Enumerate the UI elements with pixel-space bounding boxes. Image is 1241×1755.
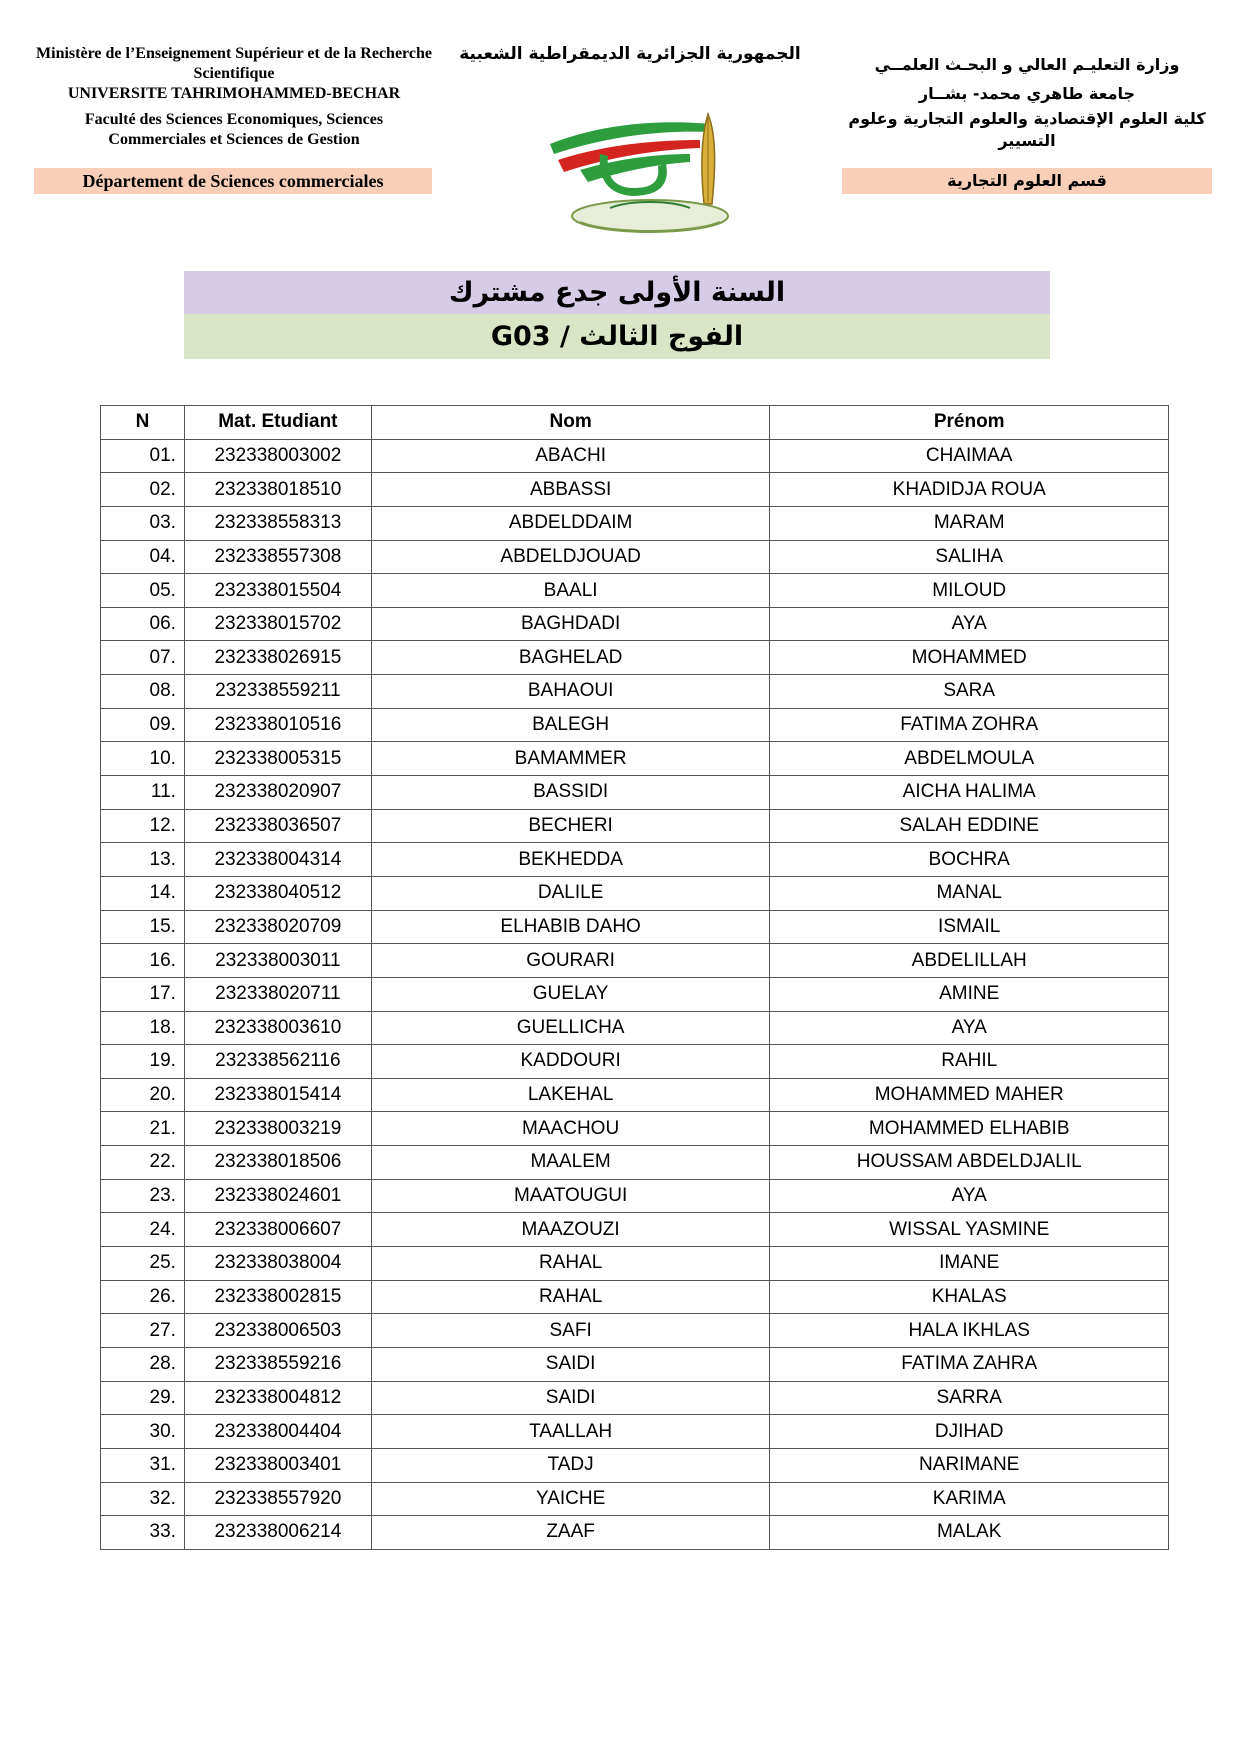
cell-number: 05.: [101, 574, 185, 608]
cell-prenom: MANAL: [770, 876, 1169, 910]
cell-nom: SAFI: [371, 1314, 770, 1348]
table-row: [101, 843, 1169, 877]
cell-prenom: FATIMA ZAHRA: [770, 1347, 1169, 1381]
table-row: [101, 1045, 1169, 1079]
cell-nom: LAKEHAL: [371, 1078, 770, 1112]
cell-matricule: 232338026915: [184, 641, 371, 675]
cell-prenom: AYA: [770, 607, 1169, 641]
cell-matricule: 232338018510: [184, 473, 371, 507]
document-title: [184, 271, 1050, 359]
cell-matricule: 232338003401: [184, 1448, 371, 1482]
cell-number: 17.: [101, 977, 185, 1011]
cell-number: 09.: [101, 708, 185, 742]
table-row: [101, 1213, 1169, 1247]
table-header-row: [101, 406, 1169, 440]
cell-prenom: SARA: [770, 675, 1169, 709]
table-row: [101, 944, 1169, 978]
cell-number: 14.: [101, 876, 185, 910]
cell-nom: RAHAL: [371, 1247, 770, 1281]
table-row: [101, 1314, 1169, 1348]
cell-nom: DALILE: [371, 876, 770, 910]
header-french: [36, 44, 432, 150]
cell-prenom: MOHAMMED: [770, 641, 1169, 675]
cell-nom: MAALEM: [371, 1146, 770, 1180]
cell-number: 06.: [101, 607, 185, 641]
cell-number: 25.: [101, 1247, 185, 1281]
cell-prenom: ABDELMOULA: [770, 742, 1169, 776]
cell-number: 04.: [101, 540, 185, 574]
cell-nom: BECHERI: [371, 809, 770, 843]
cell-nom: SAIDI: [371, 1347, 770, 1381]
table-row: [101, 1078, 1169, 1112]
cell-number: 16.: [101, 944, 185, 978]
table-body: [101, 439, 1169, 1549]
table-row: [101, 742, 1169, 776]
cell-number: 13.: [101, 843, 185, 877]
cell-matricule: 232338003610: [184, 1011, 371, 1045]
cell-nom: ABDELDJOUAD: [371, 540, 770, 574]
column-header-mat: Mat. Etudiant: [184, 406, 371, 440]
cell-prenom: RAHIL: [770, 1045, 1169, 1079]
cell-prenom: CHAIMAA: [770, 439, 1169, 473]
table-row: [101, 1179, 1169, 1213]
cell-matricule: 232338015504: [184, 574, 371, 608]
faculty-name-ar: كلية العلوم الإقتصادية والعلوم التجارية وعلوم التسيير: [848, 109, 1206, 150]
cell-number: 27.: [101, 1314, 185, 1348]
table-row: [101, 977, 1169, 1011]
cell-prenom: AYA: [770, 1011, 1169, 1045]
table-row: [101, 1381, 1169, 1415]
table-row: [101, 876, 1169, 910]
cell-matricule: 232338040512: [184, 876, 371, 910]
cell-matricule: 232338003219: [184, 1112, 371, 1146]
cell-prenom: KARIMA: [770, 1482, 1169, 1516]
cell-matricule: 232338015414: [184, 1078, 371, 1112]
cell-nom: BAGHDADI: [371, 607, 770, 641]
cell-nom: GUELLICHA: [371, 1011, 770, 1045]
column-header-prenom: Prénom: [770, 406, 1169, 440]
cell-prenom: SALAH EDDINE: [770, 809, 1169, 843]
table-row: [101, 540, 1169, 574]
title-group: الفوج الثالث / G03: [184, 314, 1050, 359]
cell-number: 18.: [101, 1011, 185, 1045]
table-row: [101, 776, 1169, 810]
cell-prenom: WISSAL YASMINE: [770, 1213, 1169, 1247]
cell-matricule: 232338006607: [184, 1213, 371, 1247]
cell-number: 23.: [101, 1179, 185, 1213]
cell-number: 22.: [101, 1146, 185, 1180]
cell-number: 03.: [101, 506, 185, 540]
cell-nom: ABDELDDAIM: [371, 506, 770, 540]
cell-number: 21.: [101, 1112, 185, 1146]
cell-prenom: MALAK: [770, 1516, 1169, 1550]
table-row: [101, 574, 1169, 608]
cell-prenom: ABDELILLAH: [770, 944, 1169, 978]
cell-nom: ELHABIB DAHO: [371, 910, 770, 944]
table-row: [101, 1415, 1169, 1449]
cell-matricule: 232338004314: [184, 843, 371, 877]
table-row: [101, 1112, 1169, 1146]
cell-nom: MAAZOUZI: [371, 1213, 770, 1247]
cell-matricule: 232338559211: [184, 675, 371, 709]
cell-prenom: AYA: [770, 1179, 1169, 1213]
cell-matricule: 232338005315: [184, 742, 371, 776]
cell-prenom: IMANE: [770, 1247, 1169, 1281]
cell-matricule: 232338557920: [184, 1482, 371, 1516]
cell-number: 15.: [101, 910, 185, 944]
cell-number: 24.: [101, 1213, 185, 1247]
cell-nom: BAGHELAD: [371, 641, 770, 675]
cell-nom: BASSIDI: [371, 776, 770, 810]
cell-matricule: 232338002815: [184, 1280, 371, 1314]
table-row: [101, 641, 1169, 675]
table-row: [101, 1448, 1169, 1482]
table-row: [101, 1516, 1169, 1550]
cell-nom: YAICHE: [371, 1482, 770, 1516]
cell-number: 33.: [101, 1516, 185, 1550]
cell-matricule: 232338006503: [184, 1314, 371, 1348]
table-row: [101, 473, 1169, 507]
cell-matricule: 232338003002: [184, 439, 371, 473]
cell-number: 31.: [101, 1448, 185, 1482]
cell-matricule: 232338024601: [184, 1179, 371, 1213]
column-header-nom: Nom: [371, 406, 770, 440]
cell-matricule: 232338003011: [184, 944, 371, 978]
cell-nom: SAIDI: [371, 1381, 770, 1415]
cell-matricule: 232338557308: [184, 540, 371, 574]
table-row: [101, 1146, 1169, 1180]
cell-nom: MAACHOU: [371, 1112, 770, 1146]
header-arabic: [842, 50, 1212, 152]
cell-prenom: MILOUD: [770, 574, 1169, 608]
cell-matricule: 232338015702: [184, 607, 371, 641]
cell-nom: GOURARI: [371, 944, 770, 978]
cell-matricule: 232338020709: [184, 910, 371, 944]
cell-nom: BALEGH: [371, 708, 770, 742]
ministry-name-fr: Ministère de l’Enseignement Supérieur et de la Recherche Scientifique: [36, 45, 432, 82]
cell-nom: GUELAY: [371, 977, 770, 1011]
cell-matricule: 232338558313: [184, 506, 371, 540]
table-row: [101, 439, 1169, 473]
cell-number: 10.: [101, 742, 185, 776]
department-name-fr: Département de Sciences commerciales: [34, 168, 432, 194]
table-row: [101, 1280, 1169, 1314]
university-name-fr: UNIVERSITE TAHRIMOHAMMED-BECHAR: [67, 85, 401, 102]
column-header-n: N: [101, 406, 185, 440]
cell-prenom: SALIHA: [770, 540, 1169, 574]
university-name-ar: جامعة طاهري محمد- بشــار: [918, 84, 1136, 103]
title-year: السنة الأولى جدع مشترك: [184, 271, 1050, 314]
cell-number: 30.: [101, 1415, 185, 1449]
cell-prenom: ISMAIL: [770, 910, 1169, 944]
cell-nom: RAHAL: [371, 1280, 770, 1314]
cell-prenom: KHALAS: [770, 1280, 1169, 1314]
cell-matricule: 232338559216: [184, 1347, 371, 1381]
cell-matricule: 232338004404: [184, 1415, 371, 1449]
republic-name: الجمهورية الجزائرية الديمقراطية الشعبية: [459, 44, 801, 64]
cell-number: 19.: [101, 1045, 185, 1079]
table-row: [101, 809, 1169, 843]
cell-matricule: 232338006214: [184, 1516, 371, 1550]
table-row: [101, 910, 1169, 944]
cell-matricule: 232338562116: [184, 1045, 371, 1079]
cell-prenom: HOUSSAM ABDELDJALIL: [770, 1146, 1169, 1180]
table-row: [101, 708, 1169, 742]
cell-number: 32.: [101, 1482, 185, 1516]
cell-number: 26.: [101, 1280, 185, 1314]
cell-number: 28.: [101, 1347, 185, 1381]
cell-prenom: HALA IKHLAS: [770, 1314, 1169, 1348]
cell-prenom: KHADIDJA ROUA: [770, 473, 1169, 507]
cell-nom: ABBASSI: [371, 473, 770, 507]
ministry-name-ar: وزارة التعليـم العالي و البحـث العلمــي: [874, 55, 1180, 74]
cell-nom: KADDOURI: [371, 1045, 770, 1079]
cell-nom: TAALLAH: [371, 1415, 770, 1449]
cell-nom: BAMAMMER: [371, 742, 770, 776]
cell-prenom: AMINE: [770, 977, 1169, 1011]
cell-nom: ABACHI: [371, 439, 770, 473]
cell-prenom: MARAM: [770, 506, 1169, 540]
cell-prenom: FATIMA ZOHRA: [770, 708, 1169, 742]
cell-matricule: 232338004812: [184, 1381, 371, 1415]
student-roster-table: [100, 405, 1169, 1550]
cell-nom: BAALI: [371, 574, 770, 608]
cell-number: 11.: [101, 776, 185, 810]
cell-matricule: 232338036507: [184, 809, 371, 843]
cell-prenom: MOHAMMED MAHER: [770, 1078, 1169, 1112]
cell-number: 29.: [101, 1381, 185, 1415]
table-row: [101, 1347, 1169, 1381]
cell-number: 02.: [101, 473, 185, 507]
cell-number: 07.: [101, 641, 185, 675]
table-row: [101, 1482, 1169, 1516]
cell-prenom: NARIMANE: [770, 1448, 1169, 1482]
cell-nom: BAHAOUI: [371, 675, 770, 709]
cell-number: 12.: [101, 809, 185, 843]
table-row: [101, 506, 1169, 540]
table-row: [101, 1011, 1169, 1045]
cell-nom: MAATOUGUI: [371, 1179, 770, 1213]
cell-number: 01.: [101, 439, 185, 473]
cell-prenom: SARRA: [770, 1381, 1169, 1415]
cell-prenom: AICHA HALIMA: [770, 776, 1169, 810]
table-row: [101, 1247, 1169, 1281]
cell-matricule: 232338038004: [184, 1247, 371, 1281]
cell-number: 20.: [101, 1078, 185, 1112]
cell-nom: BEKHEDDA: [371, 843, 770, 877]
cell-prenom: BOCHRA: [770, 843, 1169, 877]
cell-prenom: MOHAMMED ELHABIB: [770, 1112, 1169, 1146]
cell-prenom: DJIHAD: [770, 1415, 1169, 1449]
cell-nom: ZAAF: [371, 1516, 770, 1550]
table-row: [101, 675, 1169, 709]
cell-nom: TADJ: [371, 1448, 770, 1482]
faculty-name-fr: Faculté des Sciences Economiques, Sciences Commerciales et Sciences de Gestion: [84, 111, 384, 148]
cell-matricule: 232338020907: [184, 776, 371, 810]
cell-number: 08.: [101, 675, 185, 709]
cell-matricule: 232338018506: [184, 1146, 371, 1180]
cell-matricule: 232338020711: [184, 977, 371, 1011]
cell-matricule: 232338010516: [184, 708, 371, 742]
department-name-ar: قسم العلوم التجارية: [842, 168, 1212, 194]
university-logo-icon: [540, 104, 760, 244]
table-row: [101, 607, 1169, 641]
